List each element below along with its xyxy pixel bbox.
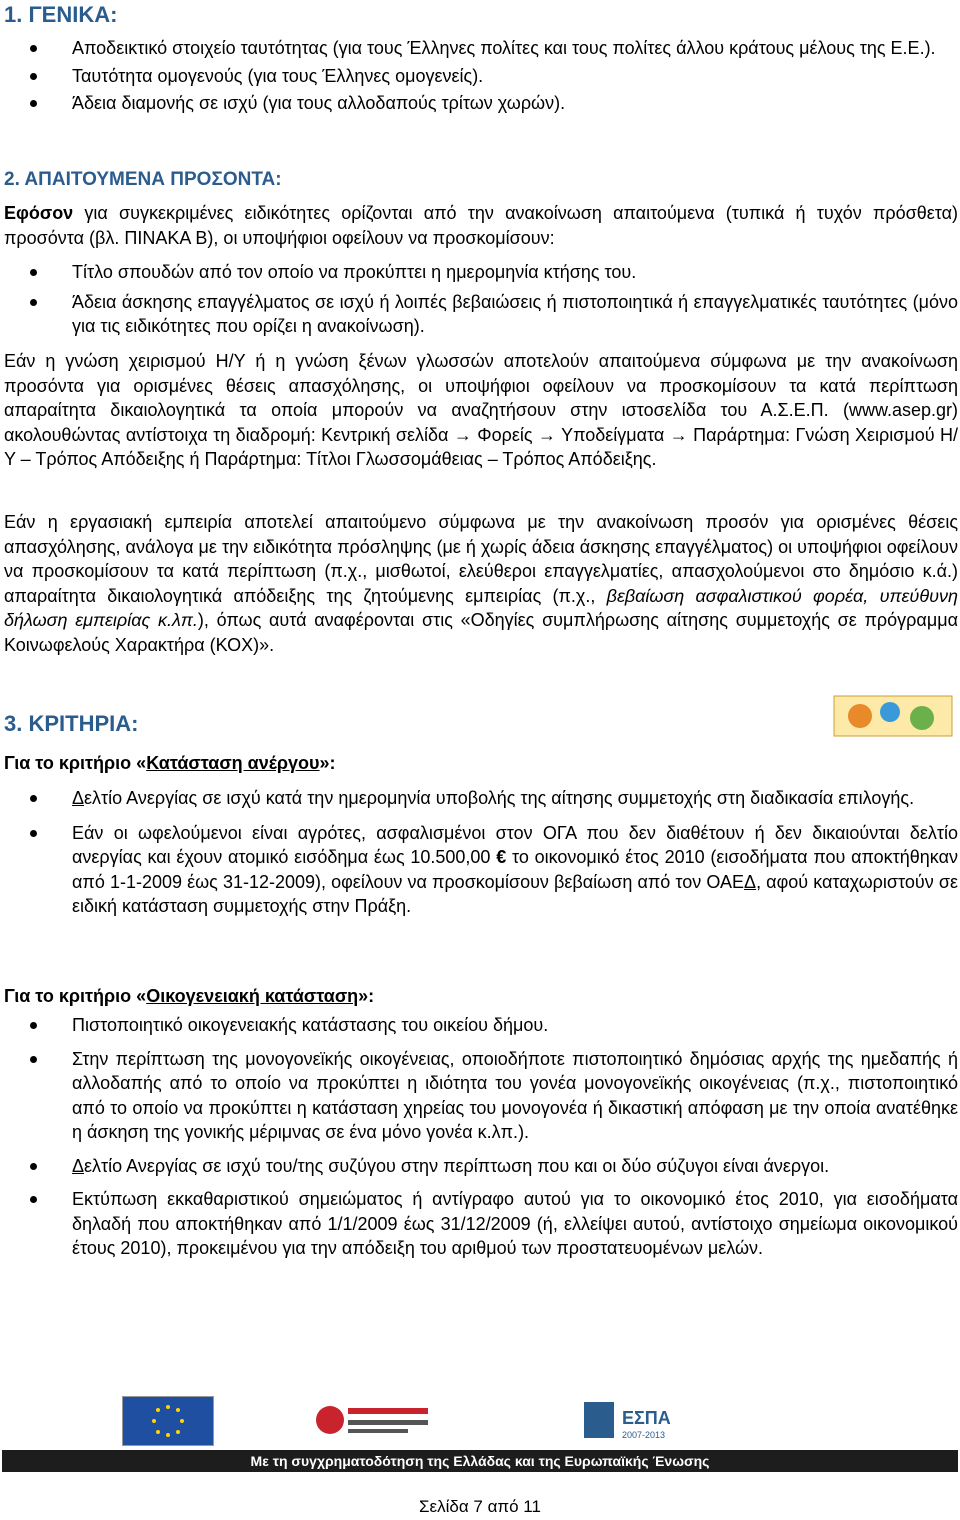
item-text: ελτίο Ανεργίας σε ισχύ του/της συζύγου στην περίπτωση που και οι δύο σύζυγοι είναι άνεργοι. [84,1155,830,1176]
intro-bold: Εφόσον [4,203,74,223]
criterion-family-list [0,1013,958,1264]
espa-years: 2007-2013 [622,1430,666,1440]
list-item: Τίτλο σπουδών από τον οποίο να προκύπτει η ημερομηνία κτήσης του. [0,260,958,285]
paragraph-text: Εάν η εργασιακή εμπειρία αποτελεί απαιτούμενο σύμφωνα με την ανακοίνωση προσόν για ορισμένες θέσεις απασχόλησης, ανάλογα με την ειδικότητα πρόσληψης (με ή χωρίς άδεια άσκησης επαγγέλματος) οι υποψήφιοι οφείλουν να προσκομίσουν τα κατά περίπτωση (π.χ., μισθωτοί, ελεύθεροι επαγγελματίες, απασχολούμενοι στο δημόσιο κ.ά.) απαραίτητα δικαιολογητικά απόδειξης της ζητούμενης εμπειρίας (π.χ., [4,512,958,606]
ika-logo [830,692,956,742]
list-item: Άδεια διαμονής σε ισχύ (για τους αλλοδαπούς τρίτων χωρών). [0,91,958,116]
paragraph-experience [4,510,958,657]
section-3-title: 3. ΚΡΙΤΗΡΙΑ: [4,711,139,736]
section-2-list [0,260,958,342]
item-text: , αφού καταχωριστούν σε ειδική κατάσταση συμμετοχής στην Πράξη. [72,871,958,916]
criterion-name: Κατάσταση ανέργου [146,753,320,773]
list-item [0,786,958,811]
page-number: Σελίδα 7 από 11 [419,1497,541,1516]
item-text: ελτίο Ανεργίας σε ισχύ κατά την ημερομηνία υποβολής της αίτησης συμμετοχής στη διαδικασία επιλογής. [84,788,915,808]
criterion-unemployed-list [0,786,958,922]
criterion-suffix: »: [358,986,375,1006]
underlined-letter: Δ [744,871,757,892]
intro-text: για συγκεκριμένες ειδικότητες ορίζονται από την ανακοίνωση απαιτούμενα (τυπικά ή τυχόν πρόσθετα) προσόντα (βλ. ΠΙΝΑΚΑ Β), οι υποψήφιοι οφείλουν να προσκομίσουν: [4,203,958,248]
arrow-icon: → [669,424,688,445]
paragraph-text: Εάν η γνώση χειρισμού Η/Υ ή η γνώση ξένων γλωσσών αποτελούν απαιτούμενα σύμφωνα με την ανακοίνωση προσόντα για ορισμένες θέσεις απασχόλησης, οι υποψήφιοι οφείλουν να προσκομίσουν τα κατά περίπτωση απαραίτητα δικαιολογητικά τα οποία μπορούν να αναζητήσουν στην ιστοσελίδα του Α.Σ.Ε.Π. (www.asep.gr) ακολουθώντας αντίστοιχα τη διαδρομή: Κεντρική σελίδα [4,351,958,445]
cofunding-strip: Με τη συγχρηματοδότηση της Ελλάδας και της Ευρωπαϊκής Ένωσης [2,1450,958,1472]
eu-flag-logo [122,1396,214,1446]
list-item: Εκτύπωση εκκαθαριστικού σημειώματος ή αντίγραφο αυτού για το οικονομικό έτος 2010, για εισοδήματα δηλαδή που αποκτήθηκαν από 1/1/2009 έως 31/12/2009 (ή, ελλείψει αυτού, αντίστοιχο σημείωμα οικονομικού έτους 2010), προκειμένου για την απόδειξη του αριθμού των προστατευομένων μελών. [0,1187,958,1261]
criterion-name: Οικογενειακή κατάσταση [146,986,359,1006]
footer-logos [2,1388,958,1478]
euro-icon: € [496,847,507,867]
criterion-prefix: Για το κριτήριο « [4,753,147,773]
criterion-suffix: »: [319,753,336,773]
item-text: Εάν οι ωφελούμενοι είναι αγρότες, ασφαλισμένοι στον ΟΓΑ που δεν διαθέτουν ή δεν δικαιούνται δελτίο ανεργίας και έχουν ατομικό εισόδημα έως 10.500,00 [72,822,958,867]
list-item [0,1154,958,1179]
espa-text: ΕΣΠΑ [622,1408,671,1428]
criterion-unemployed-heading [4,751,958,776]
paragraph-computer-languages [4,349,958,472]
criterion-prefix: Για το κριτήριο « [4,986,147,1006]
list-item: Άδεια άσκησης επαγγέλματος σε ισχύ ή λοιπές βεβαιώσεις ή πιστοποιητικά ή επαγγελματικές ταυτότητες (μόνο για τις ειδικότητες που ορίζει η ανακοίνωση). [0,290,958,339]
paragraph-text: Φορείς [471,424,538,445]
paragraph-text: Παράρτημα: Γνώση Χειρισμού Η/Υ – Τρόπος Απόδειξης ή Παράρτημα: Τίτλοι Γλωσσομάθειας – Τρόπος Απόδειξης. [4,424,958,469]
arrow-icon: → [453,424,472,445]
criterion-family-heading [4,984,958,1009]
operational-programme-logo [312,1396,432,1444]
logo-band [2,1388,958,1450]
section-1-list [0,36,958,119]
underlined-letter: Δ [72,1155,85,1176]
list-item: Ταυτότητα ομογενούς (για τους Έλληνες ομογενείς). [0,64,958,89]
list-item: Πιστοποιητικό οικογενειακής κατάστασης του οικείου δήμου. [0,1013,958,1038]
section-1-title: 1. ΓΕΝΙΚΑ: [4,2,118,27]
underlined-letter: Δ [72,788,85,808]
list-item: Αποδεικτικό στοιχείο ταυτότητας (για τους Έλληνες πολίτες και τους πολίτες άλλου κράτους μέλους της Ε.Ε.). [0,36,958,61]
paragraph-text: Υποδείγματα [556,424,670,445]
arrow-icon: → [538,424,556,445]
paragraph-italic: βεβαίωση ασφαλιστικού φορέα, υπεύθυνη δήλωση εμπειρίας κ.λπ. [4,585,958,630]
section-2-intro [4,201,958,250]
list-item: Στην περίπτωση της μονογονεϊκής οικογένειας, οποιοδήποτε πιστοποιητικό δημόσιας αρχής της ημεδαπής ή αλλοδαπής από το οποίο να προκύπτει η ιδιότητα του γονέα μονογονεϊκής οικογένειας (π.χ., πιστοποιητικό από το οποίο να προκύπτει η κατάσταση χηρείας του μονογονέα ή δικαστική απόφαση με την οποία ανατέθηκε η άσκηση της γονικής μέριμνας σε ένα μόνο γονέα κ.λπ.). [0,1047,958,1145]
item-text: το οικονομικό έτος 2010 (εισοδήματα που αποκτήθηκαν από 1-1-2009 έως 31-12-2009), οφείλουν να προσκομίσουν βεβαίωση από τον ΟΑΕ [72,847,958,892]
paragraph-text: ), όπως αυτά αναφέρονται στις «Οδηγίες συμπλήρωσης αίτησης συμμετοχής σε πρόγραμμα Κοινωφελούς Χαρακτήρα (ΚΟΧ)». [4,610,958,655]
list-item [0,821,958,919]
section-2-title: 2. ΑΠΑΙΤΟΥΜΕΝΑ ΠΡΟΣΟΝΤΑ: [4,169,282,190]
espa-logo [582,1396,702,1444]
